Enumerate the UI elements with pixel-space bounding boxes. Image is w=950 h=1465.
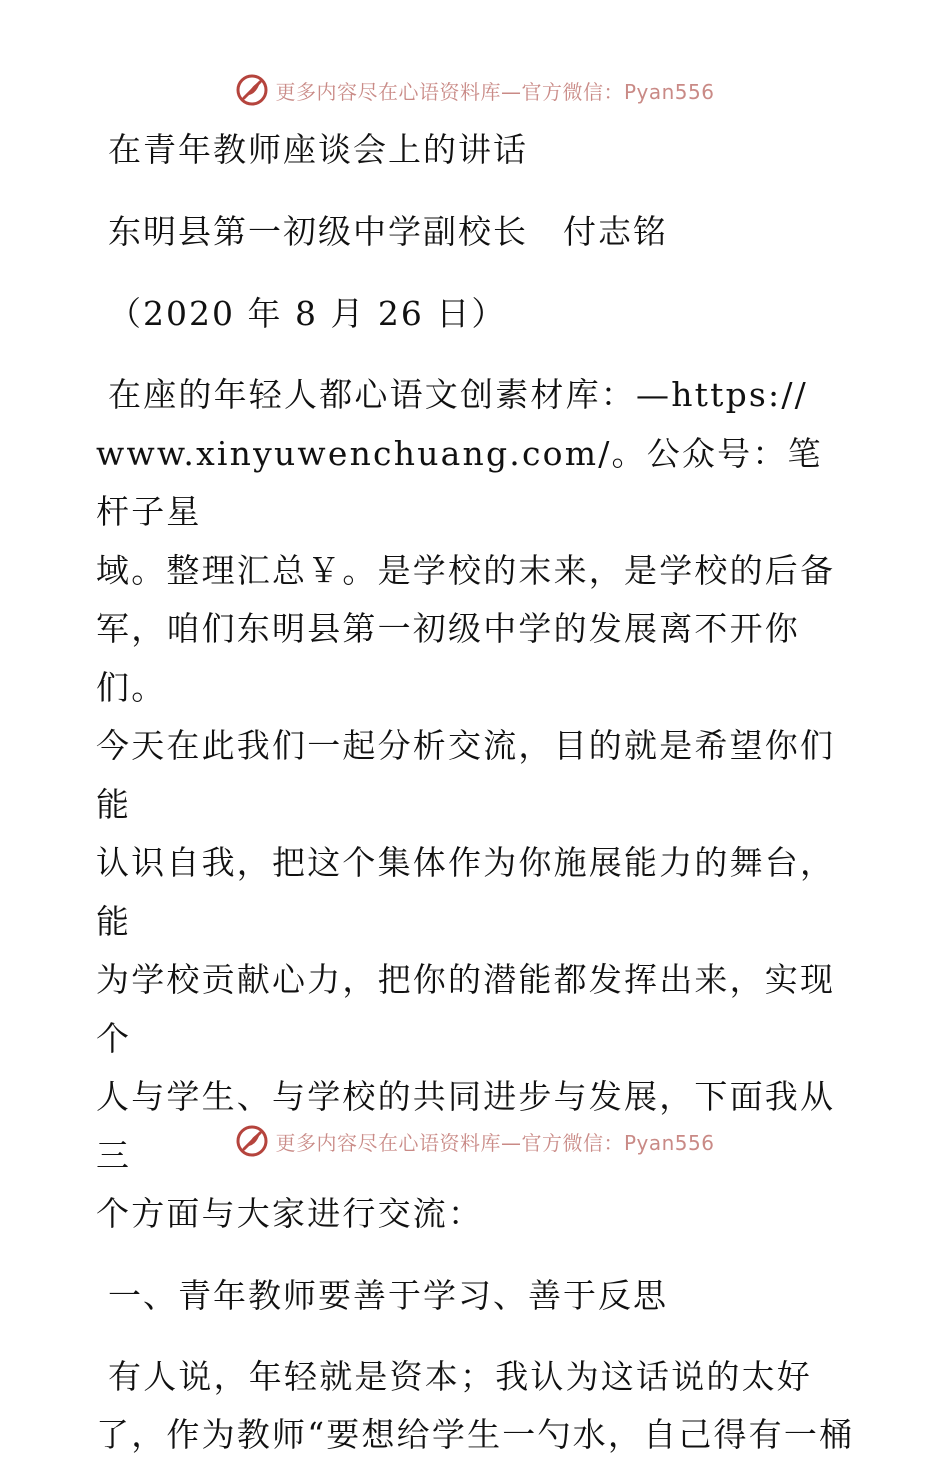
paragraph-line: 今天在此我们一起分析交流，目的就是希望你们能: [96, 726, 836, 824]
paragraph-line: 认识自我，把这个集体作为你施展能力的舞台，能: [96, 843, 836, 941]
document-author: 东明县第一初级中学副校长 付志铭: [108, 212, 668, 251]
paragraph-line: 有人说，年轻就是资本；我认为这话说的太好: [108, 1356, 812, 1396]
watermark-footer: [0, 1121, 950, 1161]
intro-paragraph: [96, 366, 856, 1244]
paragraph-line: 军，咱们东明县第一初级中学的发展离不开你们。: [96, 609, 800, 707]
watermark-header: [0, 70, 950, 110]
section-heading: 一、青年教师要善于学习、善于反思: [108, 1275, 668, 1315]
document-title: 在青年教师座谈会上的讲话: [108, 130, 528, 169]
paragraph-line: 了，作为教师“要想给学生一勺水，自己得有一桶: [96, 1415, 855, 1454]
paragraph-line: 人与学生、与学校的共同进步与发展，下面我从三: [96, 1077, 836, 1175]
paragraph-line: 为学校贡献心力，把你的潜能都发挥出来，实现个: [96, 960, 836, 1058]
section1-paragraph: [96, 1348, 856, 1465]
paragraph-line: 个方面与大家进行交流：: [96, 1194, 484, 1233]
document-body: [96, 120, 856, 1465]
feather-seal-icon: [235, 73, 269, 107]
feather-seal-icon: [235, 1124, 269, 1158]
watermark-text: 更多内容尽在心语资料库—官方微信：Pyan556: [275, 79, 715, 104]
paragraph-line: 域。整理汇总￥。是学校的末来，是学校的后备: [96, 550, 836, 590]
paragraph-line: 在座的年轻人都心语文创素材库：—https://: [108, 375, 808, 414]
paragraph-line: www.xinyuwenchuang.com/。公众号：笔杆子星: [96, 433, 823, 531]
document-date: （2020 年 8 月 26 日）: [108, 294, 507, 333]
watermark-text: 更多内容尽在心语资料库—官方微信：Pyan556: [275, 1130, 715, 1155]
